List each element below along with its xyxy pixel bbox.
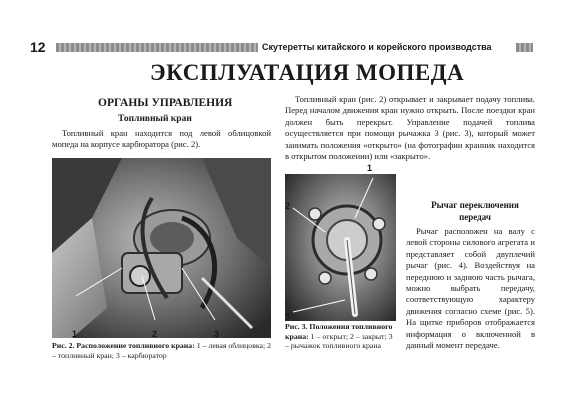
gear-lever-paragraph: Рычаг расположен на валу с левой стороны силового агрегата и представляет собой двуплечий рычаг (рис. 4). Воздействуя на переднюю и заднюю часть рычага, можно выбрать передачу, соответствующую характеру движения согласно схеме (рис. 5). На щитке приборов отображается информация о включенной в данный момент передаче.: [406, 226, 535, 351]
figure2-callout-3: 3: [214, 329, 220, 339]
figure3-callout-3: 3: [285, 312, 291, 322]
figure2-caption-text: 1 – левая облицовка; 2 – топливный кран; 3 – карбюратор: [52, 341, 272, 360]
figure3-photo: [285, 174, 396, 321]
figure3-caption: [285, 322, 396, 351]
subsection-title-gear-lever: [424, 199, 526, 223]
header-band-left: [56, 43, 258, 52]
figure2-caption: [52, 341, 271, 360]
figure2-callout-1: 1: [72, 329, 78, 339]
figure3-caption-label: Рис. 3. Положения топливного крана:: [285, 322, 393, 341]
figure3-caption-text: 1 – открыт; 2 – закрыт; 3 – рычажок топливного крана: [285, 331, 393, 351]
running-header-title: Скутеретты китайского и корейского производства: [262, 42, 492, 52]
gear-lever-title-line1: Рычаг переключения: [431, 200, 519, 210]
fuel-tap-location-paragraph: Топливный кран находится под левой облицовкой мопеда на корпусе карбюратора (рис. 2).: [52, 128, 271, 150]
fuel-tap-photo-illustration: [52, 158, 271, 338]
gear-lever-title-line2: передач: [459, 212, 491, 222]
fuel-tap-description-paragraph: [285, 94, 535, 162]
header-band-right: [516, 43, 533, 52]
subsection-title-fuel-tap: Топливный кран: [118, 114, 192, 124]
page-number: 12: [30, 39, 46, 55]
fuel-tap-closeup-illustration: [285, 174, 396, 321]
fuel-tap-description-text: Топливный кран (рис. 2) открывает и закрывает подачу топлива. Перед началом движения кран нужно открыть. После поездки кран должен быть перекрыт. Управление подачей топлива осуществляется при помощи рычажка 3 (рис. 3), который может занимать положения «открыто» (на фотографии кранник находится в открытом положении) или «закрыто».: [285, 94, 535, 162]
figure3-callout-1: 1: [367, 163, 373, 173]
figure2-caption-label: Рис. 2. Расположение топливного крана:: [52, 341, 195, 350]
section-title: ОРГАНЫ УПРАВЛЕНИЯ: [98, 97, 233, 109]
chapter-title: ЭКСПЛУАТАЦИЯ МОПЕДА: [150, 60, 465, 85]
figure2-photo: [52, 158, 271, 338]
figure2-callout-2: 2: [152, 329, 158, 339]
figure3-callout-2: 2: [285, 201, 291, 211]
